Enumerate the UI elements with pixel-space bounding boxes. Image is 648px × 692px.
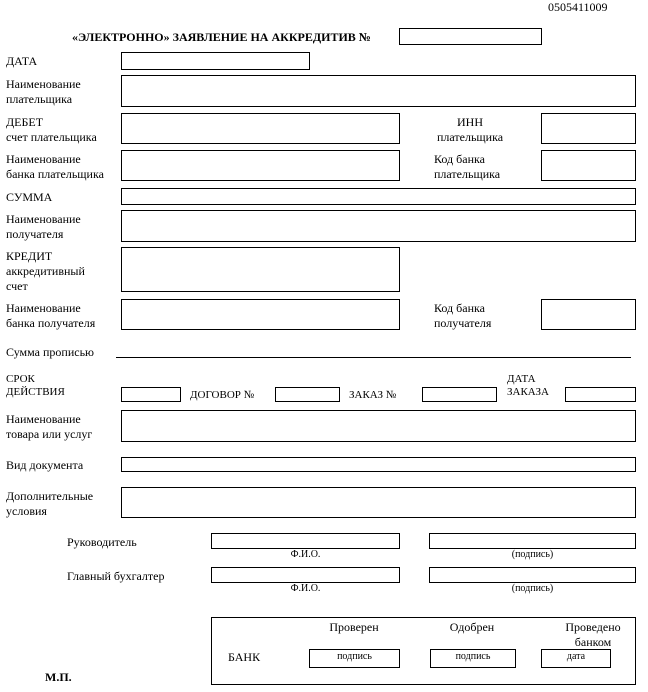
payer-bank-name-field[interactable] [121, 150, 400, 181]
head-full-name-hint: Ф.И.О. [290, 549, 321, 560]
contract-number-field[interactable] [275, 387, 340, 402]
recipient-bank-name-field[interactable] [121, 299, 400, 330]
approved-signature-hint: подпись [455, 651, 491, 662]
processed-label: Проведено банком [565, 620, 621, 649]
checked-signature-field[interactable] [309, 649, 400, 668]
goods-name-label: Наименование товара или услуг [6, 412, 93, 441]
recipient-bank-name-label: Наименование банка получателя [6, 301, 96, 330]
debit-label: ДЕБЕТ счет плательщика [6, 115, 97, 144]
recipient-name-field[interactable] [121, 210, 636, 242]
chief-accountant-label: Главный бухгалтер [67, 569, 165, 583]
accountant-full-name-hint: Ф.И.О. [290, 583, 321, 594]
application-number-field[interactable] [399, 28, 542, 45]
approved-label: Одобрен [449, 620, 495, 634]
accountant-signature-field[interactable] [429, 567, 636, 583]
processed-date-hint: дата [566, 651, 586, 662]
date-label: ДАТА [6, 54, 38, 68]
payer-bank-code-field[interactable] [541, 150, 636, 181]
validity-term-label: СРОК ДЕЙСТВИЯ [6, 373, 65, 398]
order-date-field[interactable] [565, 387, 636, 402]
amount-field[interactable] [121, 188, 636, 205]
document-type-field[interactable] [121, 457, 636, 472]
payer-name-field[interactable] [121, 75, 636, 107]
debit-account-field[interactable] [121, 113, 400, 144]
extra-terms-field[interactable] [121, 487, 636, 518]
payer-inn-label: ИНН плательщика [436, 115, 504, 144]
recipient-name-label: Наименование получателя [6, 212, 81, 241]
head-signature-hint: (подпись) [511, 549, 554, 560]
form-title: «ЭЛЕКТРОННО» ЗАЯВЛЕНИЕ НА АККРЕДИТИВ № [72, 30, 371, 44]
goods-name-field[interactable] [121, 410, 636, 442]
amount-words-line[interactable] [116, 357, 631, 358]
payer-bank-code-label: Код банка плательщика [434, 152, 501, 181]
stamp-label: М.П. [45, 670, 72, 684]
head-full-name-field[interactable] [211, 533, 400, 549]
recipient-bank-code-field[interactable] [541, 299, 636, 330]
form-code: 0505411009 [548, 0, 608, 14]
processed-date-field[interactable] [541, 649, 611, 668]
contract-number-label: ДОГОВОР № [190, 389, 255, 401]
date-field[interactable] [121, 52, 310, 70]
bank-label: БАНК [228, 650, 261, 664]
checked-signature-hint: подпись [337, 651, 372, 662]
payer-name-label: Наименование плательщика [6, 77, 81, 106]
recipient-bank-code-label: Код банка получателя [434, 301, 492, 330]
credit-label: КРЕДИТ аккредитивный счет [6, 249, 85, 293]
head-label: Руководитель [67, 535, 137, 549]
bank-block [211, 617, 636, 685]
approved-signature-field[interactable] [430, 649, 516, 668]
validity-term-field[interactable] [121, 387, 181, 402]
accountant-signature-hint: (подпись) [511, 583, 554, 594]
checked-label: Проверен [329, 620, 379, 634]
amount-words-label: Сумма прописью [6, 345, 95, 359]
order-number-label: ЗАКАЗ № [349, 389, 397, 401]
extra-terms-label: Дополнительные условия [6, 489, 94, 518]
payer-inn-field[interactable] [541, 113, 636, 144]
order-date-label: ДАТА ЗАКАЗА [507, 373, 549, 398]
head-signature-field[interactable] [429, 533, 636, 549]
payer-bank-name-label: Наименование банка плательщика [6, 152, 104, 181]
credit-account-field[interactable] [121, 247, 400, 292]
amount-label: СУММА [6, 190, 53, 204]
document-type-label: Вид документа [6, 458, 84, 472]
order-number-field[interactable] [422, 387, 497, 402]
accountant-full-name-field[interactable] [211, 567, 400, 583]
